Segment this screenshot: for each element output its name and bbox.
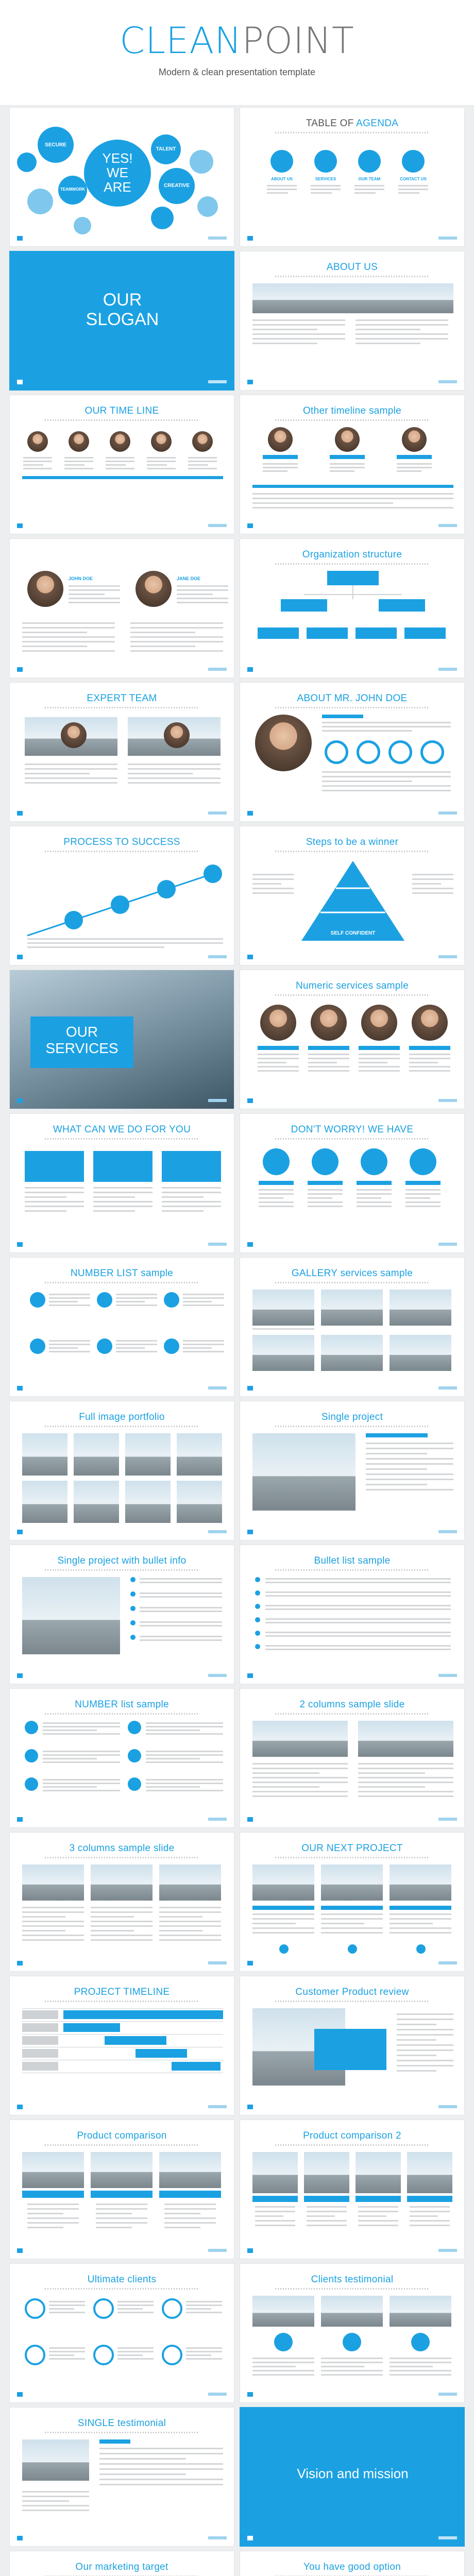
slide-thumbnail[interactable] bbox=[9, 1545, 234, 1684]
slide-title: Full image portfolio bbox=[79, 1412, 165, 1422]
photo bbox=[390, 1335, 451, 1371]
slide-thumbnail[interactable] bbox=[9, 1688, 234, 1828]
slide-thumbnail[interactable] bbox=[9, 2551, 234, 2576]
slide-footer bbox=[247, 1242, 457, 1247]
photo bbox=[252, 1433, 356, 1511]
slide-title: Customer Product review bbox=[295, 1987, 409, 1997]
slide-thumbnail[interactable] bbox=[240, 682, 465, 822]
slide-footer bbox=[247, 1817, 457, 1822]
slides-row bbox=[0, 2120, 474, 2263]
slide-thumbnail[interactable] bbox=[9, 395, 234, 534]
person-photo bbox=[412, 1005, 448, 1041]
slides-row bbox=[0, 970, 474, 1113]
photo bbox=[159, 1865, 221, 1901]
slide-title: Numeric services sample bbox=[295, 980, 409, 991]
slide-thumbnail[interactable]: Steps to be a winner SELF CONFIDENT bbox=[240, 826, 465, 965]
slide-footer bbox=[247, 1530, 457, 1535]
slides-row bbox=[0, 2263, 474, 2407]
slides-grid bbox=[0, 107, 474, 2576]
slide-footer bbox=[17, 2536, 227, 2541]
person-photo bbox=[268, 427, 293, 452]
slide-title: Vision and mission bbox=[297, 2466, 409, 2481]
photo bbox=[390, 2296, 451, 2327]
person-photo bbox=[27, 431, 48, 452]
person-photo bbox=[260, 1005, 296, 1041]
slide-thumbnail[interactable] bbox=[240, 251, 465, 391]
slide-footer bbox=[247, 2392, 457, 2397]
photo bbox=[390, 1290, 451, 1326]
slide-thumbnail[interactable] bbox=[9, 682, 234, 822]
slide-thumbnail[interactable] bbox=[240, 2551, 465, 2576]
slides-row bbox=[0, 826, 474, 970]
photo bbox=[22, 1433, 67, 1476]
slide-footer bbox=[17, 1530, 227, 1535]
slide-footer bbox=[17, 380, 227, 385]
slide-title: Bullet list sample bbox=[314, 1555, 391, 1566]
slide-title: Our marketing target bbox=[75, 2562, 168, 2572]
slide-thumbnail[interactable] bbox=[9, 1832, 234, 1972]
slide-title: Ultimate clients bbox=[87, 2274, 157, 2285]
person-photo bbox=[61, 722, 87, 748]
slide-title: NUMBER list sample bbox=[75, 1699, 169, 1710]
slide-footer bbox=[17, 1673, 227, 1679]
slide-thumbnail[interactable]: YES! WE ARE SECURE TEAMWORK CREATIVE TALENT bbox=[9, 107, 234, 247]
photo bbox=[252, 283, 453, 313]
slide-title: SINGLE testimonial bbox=[77, 2418, 166, 2429]
slide-thumbnail[interactable]: OUR SERVICES bbox=[9, 970, 234, 1109]
slide-thumbnail[interactable] bbox=[9, 2407, 234, 2547]
photo bbox=[321, 1290, 383, 1326]
photo bbox=[321, 1865, 383, 1901]
slide-footer bbox=[247, 380, 457, 385]
slide-thumbnail[interactable]: TABLE OF AGENDA ABOUT US SERVICES OUR TEAM CONTACT US bbox=[240, 107, 465, 247]
slide-footer bbox=[17, 2105, 227, 2110]
photo bbox=[177, 1481, 222, 1523]
person-photo bbox=[136, 571, 172, 607]
slide-title: Single project bbox=[321, 1412, 383, 1422]
slide-title: Steps to be a winner bbox=[306, 837, 399, 848]
photo bbox=[252, 1290, 314, 1326]
slide-footer bbox=[17, 811, 227, 816]
slide-thumbnail[interactable] bbox=[240, 1545, 465, 1684]
slides-row bbox=[0, 251, 474, 395]
slide-footer bbox=[17, 667, 227, 672]
slide-thumbnail[interactable] bbox=[240, 1688, 465, 1828]
slide-thumbnail[interactable] bbox=[240, 1257, 465, 1397]
slides-row bbox=[0, 1545, 474, 1688]
slide-title: ABOUT US bbox=[326, 262, 378, 273]
person-photo bbox=[151, 431, 172, 452]
slide-thumbnail[interactable] bbox=[240, 1113, 465, 1253]
slides-row bbox=[0, 2407, 474, 2551]
photo bbox=[390, 1865, 451, 1901]
person-photo bbox=[361, 1005, 397, 1041]
slide-footer bbox=[17, 1961, 227, 1966]
slide-thumbnail[interactable] bbox=[240, 1832, 465, 1972]
slide-thumbnail[interactable] bbox=[240, 2407, 465, 2547]
slide-title: 3 columns sample slide bbox=[69, 1843, 175, 1854]
slide-thumbnail[interactable] bbox=[9, 2263, 234, 2403]
slide-thumbnail[interactable] bbox=[240, 1976, 465, 2115]
photo bbox=[252, 2152, 298, 2193]
slide-title: EXPERT TEAM bbox=[87, 693, 157, 704]
photo bbox=[321, 2296, 383, 2327]
slide-title: NUMBER LIST sample bbox=[70, 1268, 174, 1279]
slide-footer bbox=[247, 955, 457, 960]
slide-footer bbox=[17, 955, 227, 960]
photo bbox=[407, 2152, 452, 2193]
slide-title: ABOUT MR. JOHN DOE bbox=[297, 693, 408, 704]
slide-footer bbox=[247, 1673, 457, 1679]
slides-row bbox=[0, 682, 474, 826]
slides-row bbox=[0, 2551, 474, 2576]
slide-title: DON'T WORRY! WE HAVE bbox=[291, 1124, 414, 1135]
slide-footer bbox=[17, 1386, 227, 1391]
person-photo bbox=[311, 1005, 347, 1041]
slide-title: OUR NEXT PROJECT bbox=[301, 1843, 403, 1854]
slide-title: 2 columns sample slide bbox=[299, 1699, 405, 1710]
photo bbox=[22, 1865, 84, 1901]
header bbox=[0, 0, 474, 106]
person-photo bbox=[192, 431, 213, 452]
slide-footer bbox=[247, 811, 457, 816]
photo bbox=[252, 2296, 314, 2327]
slide-footer bbox=[247, 1098, 457, 1104]
slides-row bbox=[0, 1976, 474, 2120]
slide-thumbnail[interactable] bbox=[240, 395, 465, 534]
person-photo bbox=[69, 431, 89, 452]
slide-title: Product comparison bbox=[77, 2130, 167, 2141]
slide-footer bbox=[17, 1817, 227, 1822]
slide-thumbnail[interactable] bbox=[9, 1113, 234, 1253]
slide-footer bbox=[17, 1242, 227, 1247]
slide-title: Product comparison 2 bbox=[303, 2130, 401, 2141]
slide-thumbnail[interactable] bbox=[240, 2120, 465, 2259]
photo bbox=[22, 1577, 120, 1654]
photo bbox=[125, 1481, 171, 1523]
photo bbox=[356, 2152, 401, 2193]
slide-thumbnail[interactable] bbox=[9, 1257, 234, 1397]
person-photo bbox=[255, 715, 312, 771]
photo bbox=[74, 1481, 119, 1523]
slide-thumbnail[interactable] bbox=[9, 1976, 234, 2115]
photo bbox=[177, 1433, 222, 1476]
slide-thumbnail[interactable]: JOHN DOE JANE DOE bbox=[9, 538, 234, 678]
photo bbox=[22, 2439, 89, 2481]
person-photo bbox=[164, 722, 190, 748]
slide-footer bbox=[247, 667, 457, 672]
photo bbox=[74, 1433, 119, 1476]
photo bbox=[125, 1433, 171, 1476]
title-clean: CLEAN bbox=[120, 20, 242, 62]
slide-title: Single project with bullet info bbox=[57, 1555, 187, 1566]
slide-title: OUR TIME LINE bbox=[84, 405, 159, 416]
person-photo bbox=[27, 571, 63, 607]
photo bbox=[22, 1481, 67, 1523]
person-photo bbox=[110, 431, 130, 452]
title-point: POINT bbox=[242, 20, 354, 62]
slides-row bbox=[0, 1257, 474, 1401]
main-subtitle: Modern & clean presentation template bbox=[158, 67, 316, 77]
slide-title: PROCESS TO SUCCESS bbox=[63, 837, 180, 848]
slide-title: WHAT CAN WE DO FOR YOU bbox=[53, 1124, 191, 1135]
photo bbox=[252, 1335, 314, 1371]
photo bbox=[91, 2152, 153, 2188]
slides-row bbox=[0, 107, 474, 251]
slide-title: You have good option bbox=[303, 2562, 401, 2572]
slide-footer bbox=[247, 523, 457, 529]
slide-title: PROJECT TIMELINE bbox=[74, 1987, 170, 1997]
photo bbox=[358, 1721, 453, 1757]
photo bbox=[252, 1865, 314, 1901]
slide-title: Clients testimonial bbox=[311, 2274, 394, 2285]
photo bbox=[91, 1865, 153, 1901]
slides-row bbox=[0, 1832, 474, 1976]
slides-row bbox=[0, 1688, 474, 1832]
slide-title: Other timeline sample bbox=[302, 405, 402, 416]
slides-row bbox=[0, 1401, 474, 1545]
slide-footer bbox=[247, 2105, 457, 2110]
photo bbox=[252, 1721, 348, 1757]
slide-thumbnail[interactable] bbox=[9, 826, 234, 965]
slide-title: Organization structure bbox=[302, 549, 402, 560]
person-photo bbox=[402, 427, 427, 452]
main-title bbox=[0, 20, 474, 62]
slide-thumbnail[interactable] bbox=[240, 2263, 465, 2403]
slide-thumbnail[interactable] bbox=[9, 1401, 234, 1540]
slide-footer bbox=[247, 1961, 457, 1966]
photo bbox=[321, 1335, 383, 1371]
slide-thumbnail[interactable] bbox=[240, 538, 465, 678]
slide-thumbnail[interactable] bbox=[9, 2120, 234, 2259]
slide-footer bbox=[17, 523, 227, 529]
photo bbox=[22, 2152, 84, 2188]
slide-thumbnail[interactable] bbox=[240, 1401, 465, 1540]
photo bbox=[304, 2152, 349, 2193]
slide-thumbnail[interactable] bbox=[240, 970, 465, 1109]
slides-row bbox=[0, 1113, 474, 1257]
photo bbox=[159, 2152, 221, 2188]
slide-footer bbox=[17, 1098, 227, 1104]
slide-footer bbox=[17, 2392, 227, 2397]
slide-footer bbox=[247, 236, 457, 241]
slide-thumbnail[interactable]: OUR SLOGAN bbox=[9, 251, 234, 391]
slide-footer bbox=[17, 2248, 227, 2253]
slides-row bbox=[0, 538, 474, 682]
person-photo bbox=[335, 427, 360, 452]
slide-footer bbox=[247, 1386, 457, 1391]
slide-title: GALLERY services sample bbox=[291, 1268, 413, 1279]
slide-footer bbox=[17, 236, 227, 241]
slide-footer bbox=[247, 2248, 457, 2253]
slide-footer bbox=[247, 2536, 457, 2541]
slides-row bbox=[0, 395, 474, 538]
